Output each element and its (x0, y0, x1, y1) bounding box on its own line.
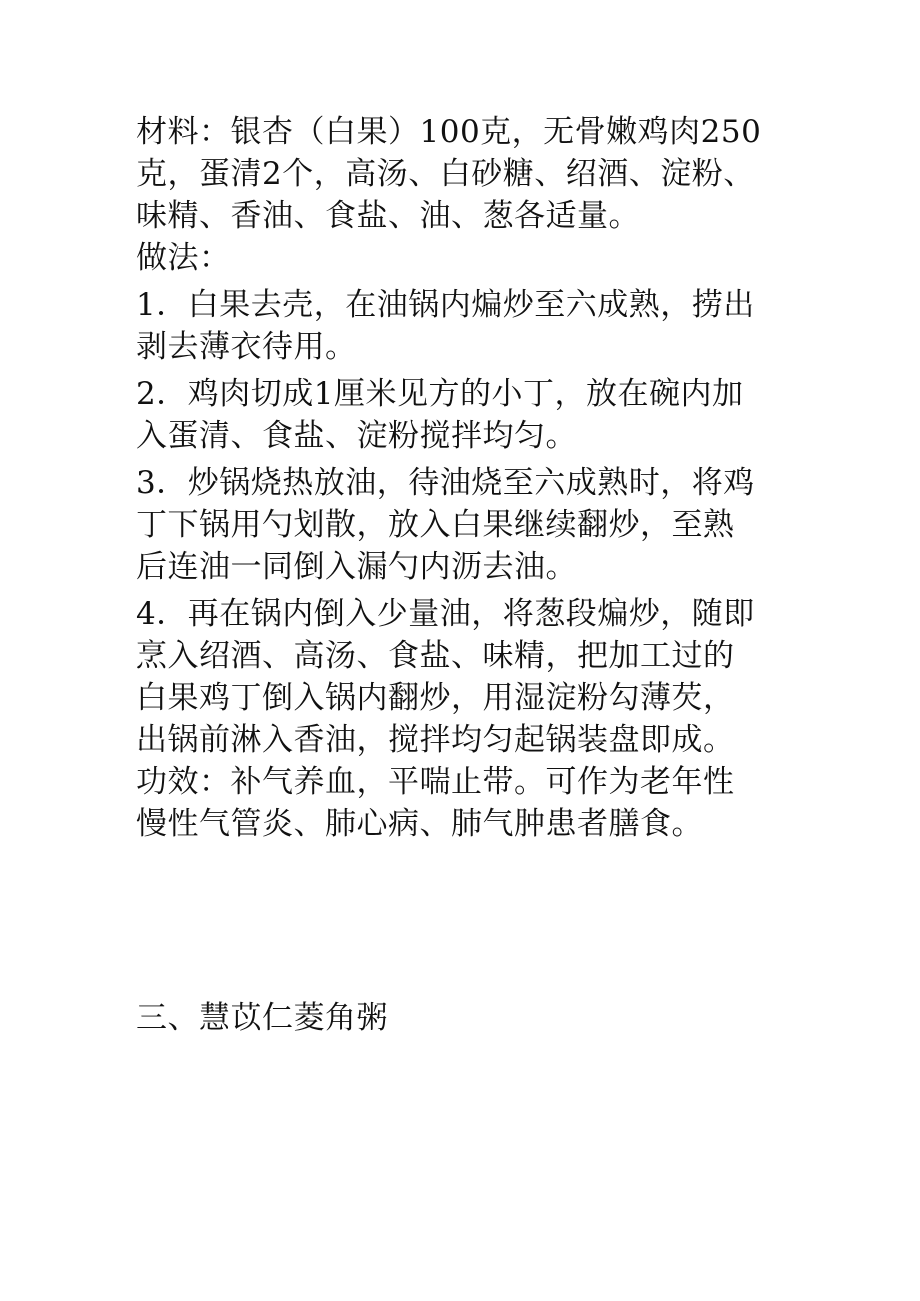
step-line: 4．再在锅内倒入少量油，将葱段煸炒，随即 (136, 596, 755, 632)
step-2 (136, 373, 776, 457)
materials-line: 味精、香油、食盐、油、葱各适量。 (136, 198, 640, 234)
step-line: 丁下锅用勺划散，放入白果继续翻炒，至熟 (136, 507, 735, 543)
step-line: 2．鸡肉切成1厘米见方的小丁，放在碗内加 (136, 376, 744, 412)
step-line: 剥去薄衣待用。 (136, 329, 357, 365)
efficacy-line: 功效：补气养血，平喘止带。可作为老年性 (136, 764, 735, 800)
materials-paragraph (136, 111, 776, 237)
step-3 (136, 462, 776, 588)
step-4 (136, 593, 776, 761)
step-line: 白果鸡丁倒入锅内翻炒，用湿淀粉勾薄芡， (136, 680, 735, 716)
materials-line: 克，蛋清2个，高汤、白砂糖、绍酒、淀粉、 (136, 156, 755, 192)
recipe-body (136, 111, 776, 845)
step-line: 1．白果去壳，在油锅内煸炒至六成熟，捞出 (136, 287, 755, 323)
step-line: 入蛋清、食盐、淀粉搅拌均匀。 (136, 418, 577, 454)
step-1 (136, 284, 776, 368)
efficacy-paragraph (136, 761, 776, 845)
materials-line: 材料：银杏（白果）100克，无骨嫩鸡肉250 (136, 114, 762, 150)
step-line: 出锅前淋入香油，搅拌均匀起锅装盘即成。 (136, 722, 735, 758)
section-heading: 三、慧苡仁菱角粥 (136, 1000, 388, 1036)
step-line: 3．炒锅烧热放油，待油烧至六成熟时，将鸡 (136, 465, 755, 501)
step-line: 后连油一同倒入漏勺内沥去油。 (136, 549, 577, 585)
method-label: 做法： (136, 240, 231, 276)
efficacy-line: 慢性气管炎、肺心病、肺气肿患者膳食。 (136, 806, 703, 842)
step-line: 烹入绍酒、高汤、食盐、味精，把加工过的 (136, 638, 735, 674)
